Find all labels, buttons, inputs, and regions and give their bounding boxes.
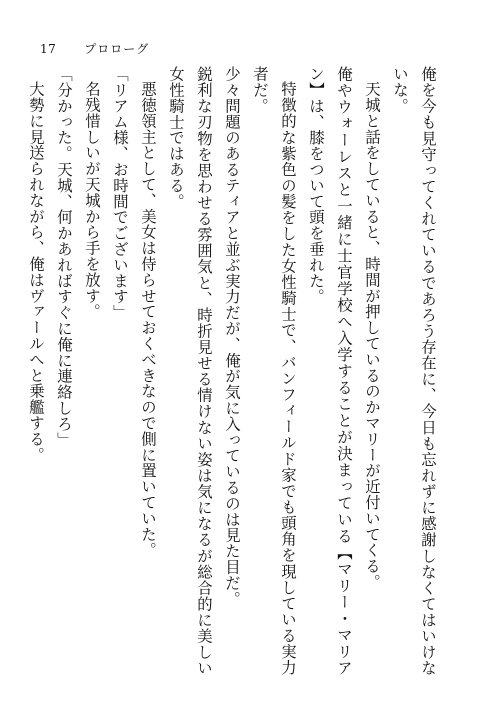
page-number: 17 [40,42,57,56]
paragraph: 悪徳領主として、美女は侍らせておくべきなので側に置いていた。 [139,81,157,559]
paragraph: 俺やウォーレスと一緒に士官学校へ入学することが決まっている【マリー・マリアン】は、膝をついて頭を垂れた。 [307,66,353,676]
page-header [40,40,149,57]
chapter-title: プロローグ [84,42,150,56]
paragraph: 特徴的な紫色の髪をした女性騎士で、バンフィールド家でも頭角を現している実力者だ。 [251,66,297,676]
paragraph: 「分かった。天城、何かあればすぐに俺に連絡しろ」 [55,66,73,448]
paragraph: 大勢に見送られながら、俺はヴァールへと乗艦する。 [27,81,45,463]
body-text [0,66,442,676]
paragraph: 少々問題のあるティアと並ぶ実力だが、俺が気に入っているのは見た目だ。 [223,66,241,607]
paragraph: 名残惜しいが天城から手を放す。 [83,81,101,320]
paragraph: 鋭利な刃物を思わせる雰囲気と、時折見せる情けない姿は気になるが総合的に美しい女性騎士ではある。 [167,66,213,676]
paragraph: 俺を今も見守ってくれているであろう存在に、今日も忘れずに感謝しなくてはいけないな。 [391,66,437,676]
paragraph: 「リアム様、お時間でございます」 [111,66,129,321]
paragraph: 天城と話をしていると、時間が押しているのかマリーが近付いてくる。 [363,81,381,591]
